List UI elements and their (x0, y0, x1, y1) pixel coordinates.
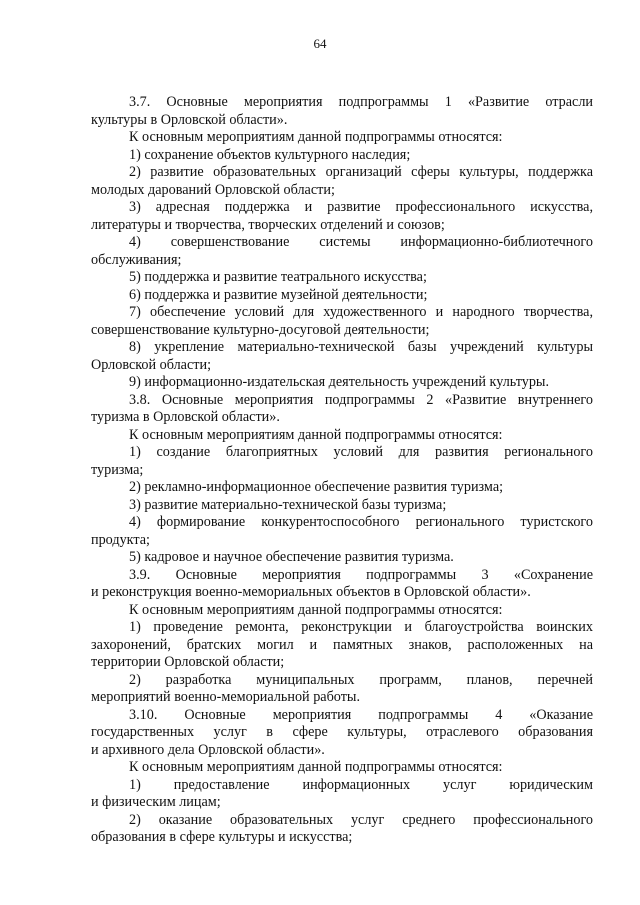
text-line: 4) формирование конкурентоспособного регионального туристского (129, 514, 593, 530)
text-line: 2) разработка муниципальных программ, планов, перечней (129, 671, 593, 688)
text-line: 7) обеспечение условий для художественного и народного творчества, (129, 304, 593, 320)
text-line: 3) адресная поддержка и развитие профессионального искусства, (129, 199, 593, 215)
text-line: Орловской области; (91, 356, 212, 373)
text-line: культуры в Орловской области». (91, 111, 288, 128)
text-line: туризма; (91, 461, 144, 478)
text-line: 8) укрепление материально-технической базы учреждений культуры (129, 339, 593, 355)
text-line: и физическим лицам; (91, 794, 221, 810)
text-line: 4) совершенствование системы информационно-библиотечного (129, 234, 593, 250)
text-line: 1) сохранение объектов культурного наследия; (129, 146, 411, 163)
text-line: мероприятий военно-мемориальной работы. (91, 689, 360, 705)
text-line: 2) развитие образовательных организаций сферы культуры, поддержка (129, 164, 593, 180)
text-line: К основным мероприятиям данной подпрограммы относятся: (129, 759, 503, 775)
text-line: 5) кадровое и научное обеспечение развития туризма. (129, 549, 454, 565)
text-line: 5) поддержка и развитие театрального искусства; (129, 269, 427, 285)
text-line: территории Орловской области; (91, 654, 285, 670)
text-line: 3.10. Основные мероприятия подпрограммы 4 «Оказание (129, 706, 593, 723)
text-line: молодых дарований Орловской области; (91, 181, 335, 198)
text-line: 3.9. Основные мероприятия подпрограммы 3 «Сохранение (129, 566, 593, 583)
text-line: 1) проведение ремонта, реконструкции и благоустройства воинских (129, 619, 593, 635)
text-line: и реконструкция военно-мемориальных объектов в Орловской области». (91, 584, 531, 600)
document-body (91, 94, 593, 847)
text-line: 1) создание благоприятных условий для развития регионального (129, 444, 593, 460)
text-line: 1) предоставление информационных услуг юридическим (129, 776, 593, 793)
text-line: обслуживания; (91, 251, 182, 268)
text-line: К основным мероприятиям данной подпрограммы относятся: (129, 601, 503, 618)
text-line: захоронений, братских могил и памятных знаков, расположенных на (91, 636, 593, 653)
text-line: К основным мероприятиям данной подпрограммы относятся: (129, 129, 503, 145)
text-line: 2) рекламно-информационное обеспечение развития туризма; (129, 479, 504, 495)
text-line: 3) развитие материально-технической базы туризма; (129, 496, 447, 513)
text-line: К основным мероприятиям данной подпрограммы относятся: (129, 426, 503, 443)
text-line: туризма в Орловской области». (91, 409, 280, 425)
page-number: 64 (313, 36, 327, 51)
text-line: образования в сфере культуры и искусства; (91, 829, 353, 845)
text-line: совершенствование культурно-досуговой деятельности; (91, 321, 430, 338)
text-line: 2) оказание образовательных услуг среднего профессионального (129, 811, 593, 828)
text-line: 3.8. Основные мероприятия подпрограммы 2 «Развитие внутреннего (129, 391, 593, 408)
text-line: 9) информационно-издательская деятельность учреждений культуры. (129, 374, 550, 390)
text-line: 3.7. Основные мероприятия подпрограммы 1 «Развитие отрасли (129, 94, 593, 110)
text-line: и архивного дела Орловской области». (91, 741, 325, 758)
text-line: продукта; (91, 531, 151, 548)
text-line: государственных услуг в сфере культуры, отраслевого образования (91, 724, 593, 740)
text-line: литературы и творчества, творческих отделений и союзов; (91, 216, 445, 233)
text-line: 6) поддержка и развитие музейной деятельности; (129, 286, 428, 303)
